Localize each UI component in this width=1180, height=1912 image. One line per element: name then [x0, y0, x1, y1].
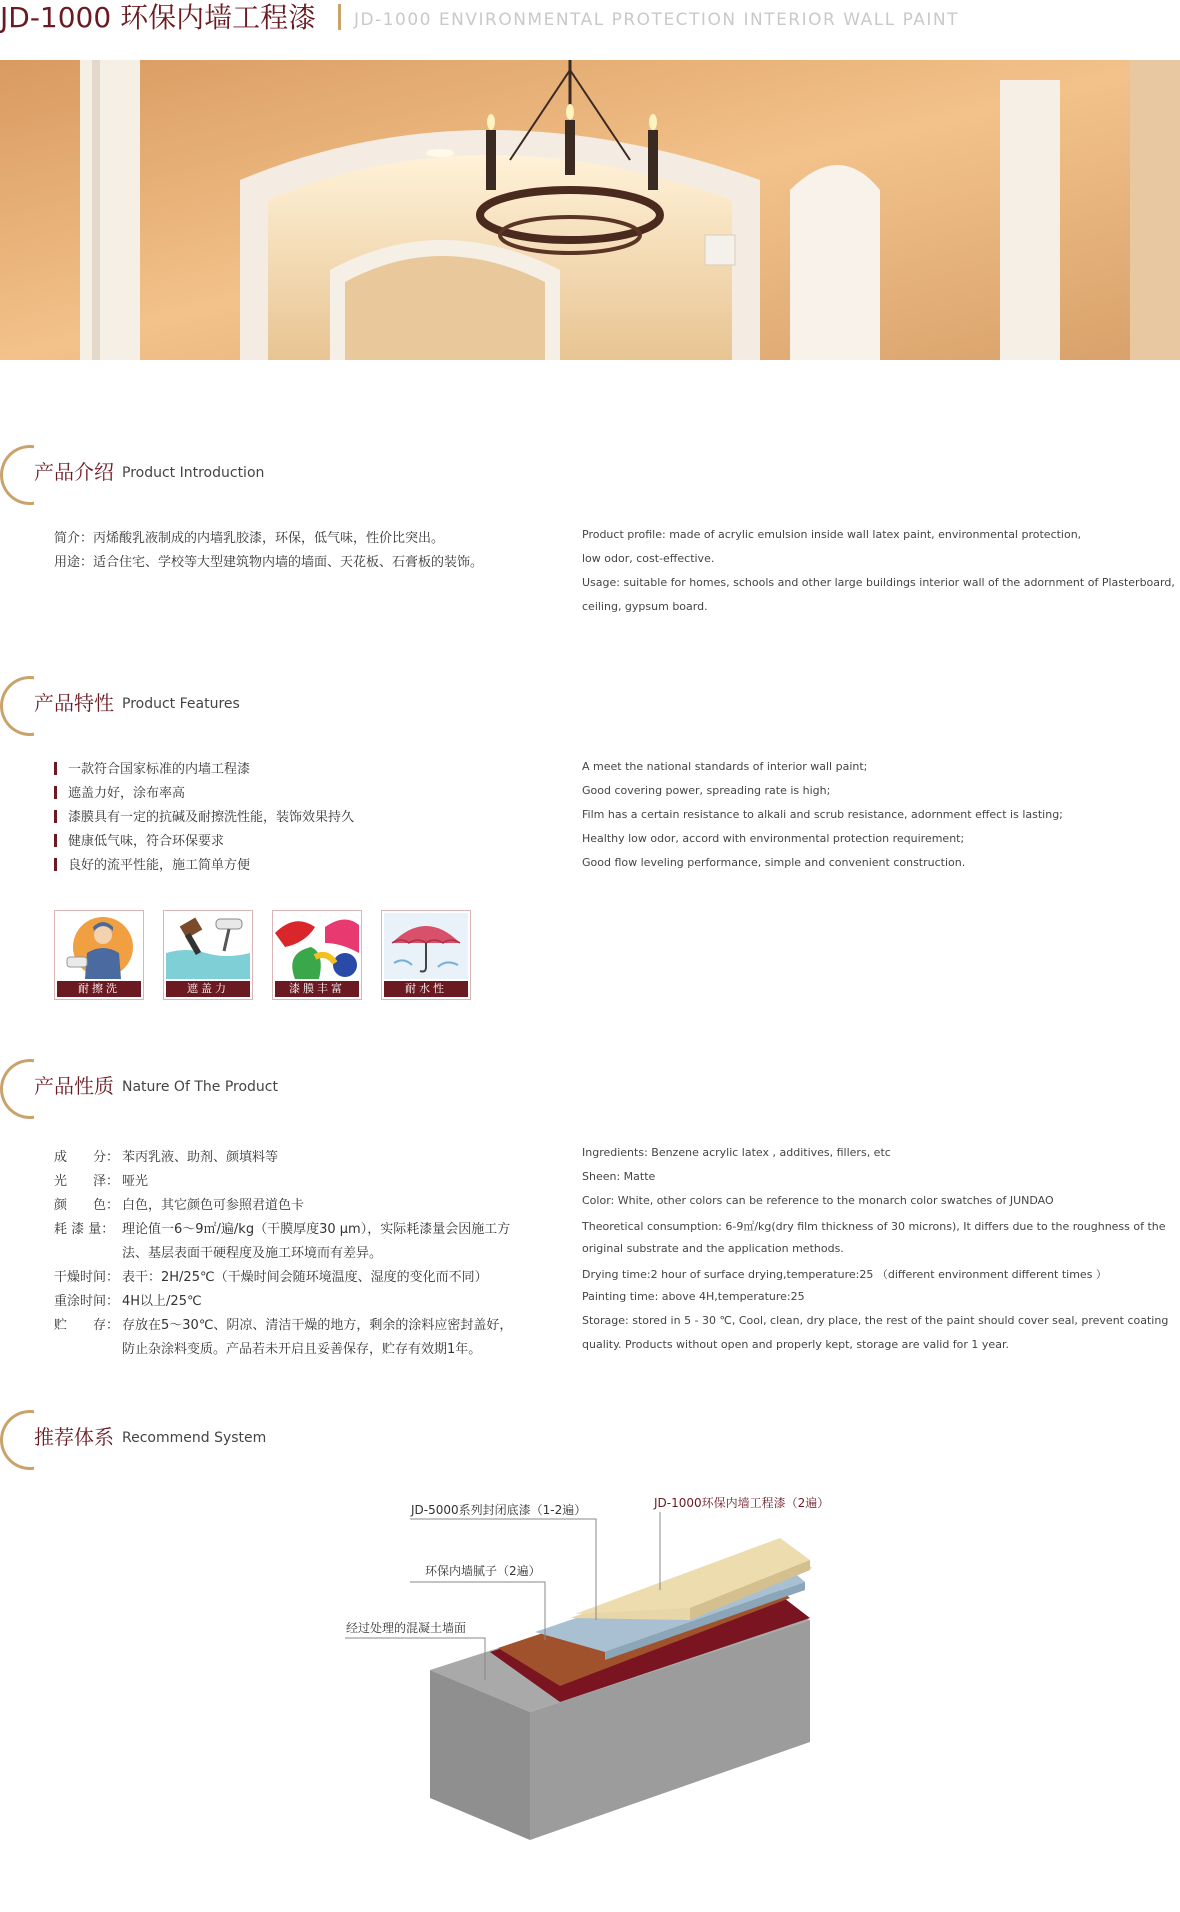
property-key: 重涂时间：: [54, 1294, 120, 1309]
feature-en-item: Good flow leveling performance, simple and convenient construction.: [582, 856, 966, 869]
feature-item: 漆膜具有一定的抗碱及耐擦洗性能，装饰效果持久: [54, 806, 574, 830]
feature-card-label: 遮盖力: [166, 981, 250, 997]
umbrella-icon: [384, 913, 468, 979]
scrub-worker-icon: [57, 913, 141, 979]
features-cn-list: [54, 758, 574, 878]
feature-card-scrub: [54, 910, 144, 1000]
nature-en-line: quality. Products without open and properly kept, storage are valid for 1 year.: [582, 1338, 1009, 1351]
feature-en-item: A meet the national standards of interior wall paint;: [582, 760, 868, 773]
paint-splash-icon: [275, 913, 359, 979]
property-key: 贮 存：: [54, 1318, 120, 1333]
section-title-cn: 产品性质: [34, 1074, 114, 1098]
intro-en-text: [582, 528, 1178, 624]
nature-en-line: Sheen: Matte: [582, 1170, 656, 1183]
nature-en-line: original substrate and the application methods.: [582, 1242, 844, 1255]
property-value: 表干：2H/25℃（干燥时间会随环境温度、湿度的变化而不同）: [122, 1270, 488, 1285]
property-value: 法、基层表面干硬程度及施工环境而有差异。: [122, 1246, 383, 1261]
feature-en-item: Film has a certain resistance to alkali and scrub resistance, adornment effect is lasting;: [582, 808, 1063, 821]
section-title-en: Product Introduction: [122, 465, 265, 481]
intro-en-line: Usage: suitable for homes, schools and other large buildings interior wall of the adornment of Plasterboard,: [582, 576, 1175, 589]
hero-interior-image: [0, 60, 1180, 360]
section-title-en: Nature Of The Product: [122, 1079, 278, 1095]
nature-en-text: [582, 1146, 1178, 1362]
property-value: 存放在5～30℃、阴凉、清洁干燥的地方，剩余的涂料应密封盖好，: [122, 1318, 513, 1333]
section-title-en: Product Features: [122, 696, 240, 712]
section-heading-intro: [0, 445, 600, 505]
intro-en-line: Product profile: made of acrylic emulsion inside wall latex paint, environmental protection,: [582, 528, 1082, 541]
feature-card-label: 漆膜丰富: [275, 981, 359, 997]
feature-card-coverage: [163, 910, 253, 1000]
page-subtitle-en: JD-1000 ENVIRONMENTAL PROTECTION INTERIOR WALL PAINT: [354, 10, 959, 30]
section-title-cn: 产品介绍: [34, 460, 114, 484]
section-title-cn: 产品特性: [34, 691, 114, 715]
nature-en-line: Ingredients: Benzene acrylic latex , additives, fillers, etc: [582, 1146, 891, 1159]
property-value: 防止杂涂料变质。产品若未开启且妥善保存，贮存有效期1年。: [122, 1342, 482, 1357]
feature-item: 健康低气味，符合环保要求: [54, 830, 574, 854]
substrate-layer-label: 经过处理的混凝土墙面: [346, 1621, 467, 1635]
intro-en-line: low odor, cost-effective.: [582, 552, 715, 565]
coating-system-diagram: [0, 1480, 1180, 1840]
property-key: 光 泽：: [54, 1174, 120, 1189]
feature-item: 良好的流平性能，施工简单方便: [54, 854, 574, 878]
nature-en-line: Storage: stored in 5 - 30 ℃, Cool, clean, dry place, the rest of the paint should cover seal, prevent coating: [582, 1314, 1169, 1327]
feature-card-rich-film: [272, 910, 362, 1000]
feature-item: 遮盖力好，涂布率高: [54, 782, 574, 806]
coating-layers-illustration: [0, 1480, 1180, 1840]
nature-en-line: Drying time:2 hour of surface drying,temperature:25 （different environment different times ）: [582, 1268, 1107, 1281]
page-header: [0, 0, 1180, 40]
intro-cn-line: 简介：丙烯酸乳液制成的内墙乳胶漆，环保，低气味，性价比突出。: [54, 531, 445, 546]
title-divider: [338, 4, 341, 30]
intro-cn-text: [54, 527, 574, 575]
features-en-list: [582, 760, 1178, 880]
feature-en-item: Healthy low odor, accord with environmental protection requirement;: [582, 832, 965, 845]
page-title: JD-1000 环保内墙工程漆: [0, 1, 317, 34]
feature-card-water-resistance: [381, 910, 471, 1000]
topcoat-layer-label: JD-1000环保内墙工程漆（2遍）: [654, 1496, 830, 1510]
property-key: 耗 漆 量：: [54, 1222, 115, 1237]
property-key: 干燥时间：: [54, 1270, 120, 1285]
property-key: 成 分：: [54, 1150, 120, 1165]
section-heading-nature: [0, 1059, 600, 1119]
property-value: 苯丙乳液、助剂、颜填料等: [122, 1150, 279, 1165]
section-heading-features: [0, 676, 600, 736]
feature-card-label: 耐水性: [384, 981, 468, 997]
property-value: 4H以上/25℃: [122, 1294, 202, 1309]
property-value: 理论值一6～9㎡/遍/kg（干膜厚度30 μm），实际耗漆量会因施工方: [122, 1222, 511, 1237]
feature-item: 一款符合国家标准的内墙工程漆: [54, 758, 574, 782]
intro-cn-line: 用途：适合住宅、学校等大型建筑物内墙的墙面、天花板、石膏板的装饰。: [54, 555, 484, 570]
feature-card-label: 耐擦洗: [57, 981, 141, 997]
nature-en-line: Painting time: above 4H,temperature:25: [582, 1290, 805, 1303]
paint-brush-roller-icon: [166, 913, 250, 979]
nature-en-line: Color: White, other colors can be reference to the monarch color swatches of JUNDAO: [582, 1194, 1054, 1207]
hero-illustration: [0, 60, 1180, 360]
feature-en-item: Good covering power, spreading rate is high;: [582, 784, 831, 797]
section-title-cn: 推荐体系: [34, 1425, 114, 1449]
property-value: 白色，其它颜色可参照君道色卡: [122, 1198, 305, 1213]
nature-en-line: Theoretical consumption: 6-9㎡/kg(dry film thickness of 30 microns), It differs due to the roughness of the: [582, 1220, 1166, 1233]
section-title-en: Recommend System: [122, 1430, 267, 1446]
intro-en-line: ceiling, gypsum board.: [582, 600, 708, 613]
section-heading-system: [0, 1410, 600, 1470]
property-value: 哑光: [122, 1174, 149, 1189]
property-key: 颜 色：: [54, 1198, 120, 1213]
putty-layer-label: 环保内墙腻子（2遍）: [425, 1564, 541, 1578]
primer-layer-label: JD-5000系列封闭底漆（1-2遍）: [411, 1503, 587, 1517]
